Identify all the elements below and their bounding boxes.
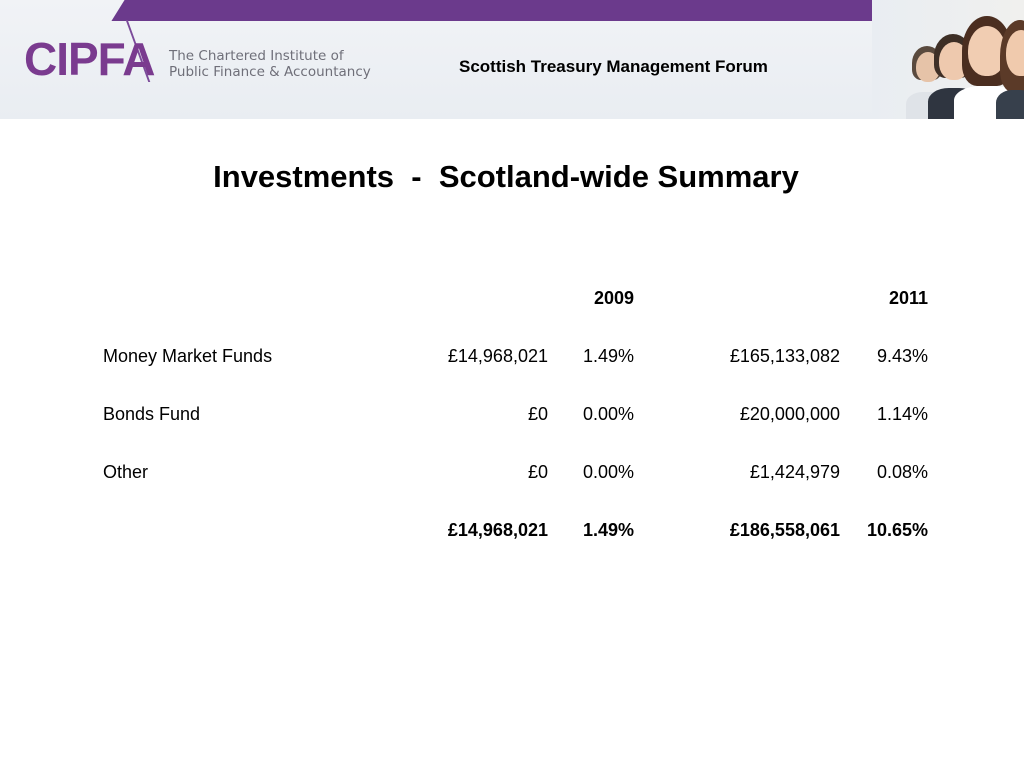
slide-title: Investments - Scotland-wide Summary	[213, 159, 799, 194]
cipfa-logo: CIPFA	[24, 33, 155, 85]
percent-2009: 0.00%	[582, 404, 634, 424]
header-people-photo	[872, 0, 1024, 119]
row-label: Bonds Fund	[103, 404, 201, 424]
total-amount-2009: £14,968,021	[447, 520, 548, 540]
year-header-2009: 2009	[593, 288, 634, 308]
percent-2011: 9.43%	[876, 346, 928, 366]
amount-2009: £0	[527, 462, 548, 482]
total-percent-2009: 1.49%	[582, 520, 634, 540]
amount-2009: £0	[527, 404, 548, 424]
logo-subtitle	[169, 48, 371, 80]
percent-2011: 1.14%	[876, 404, 928, 424]
amount-2011: £20,000,000	[739, 404, 840, 424]
logo-subtitle-line1: The Chartered Institute of	[169, 48, 344, 64]
row-label: Other	[103, 462, 149, 482]
amount-2011: £1,424,979	[749, 462, 840, 482]
percent-2009: 0.00%	[582, 462, 634, 482]
forum-title: Scottish Treasury Management Forum	[459, 57, 768, 76]
logo-subtitle-line2: Public Finance & Accountancy	[169, 64, 371, 80]
percent-2009: 1.49%	[582, 346, 634, 366]
amount-2009: £14,968,021	[447, 346, 548, 366]
total-percent-2011: 10.65%	[866, 520, 928, 540]
amount-2011: £165,133,082	[729, 346, 840, 366]
total-amount-2011: £186,558,061	[729, 520, 840, 540]
percent-2011: 0.08%	[876, 462, 928, 482]
row-label: Money Market Funds	[103, 346, 273, 366]
year-header-2011: 2011	[888, 288, 928, 308]
header-banner	[0, 0, 1024, 119]
